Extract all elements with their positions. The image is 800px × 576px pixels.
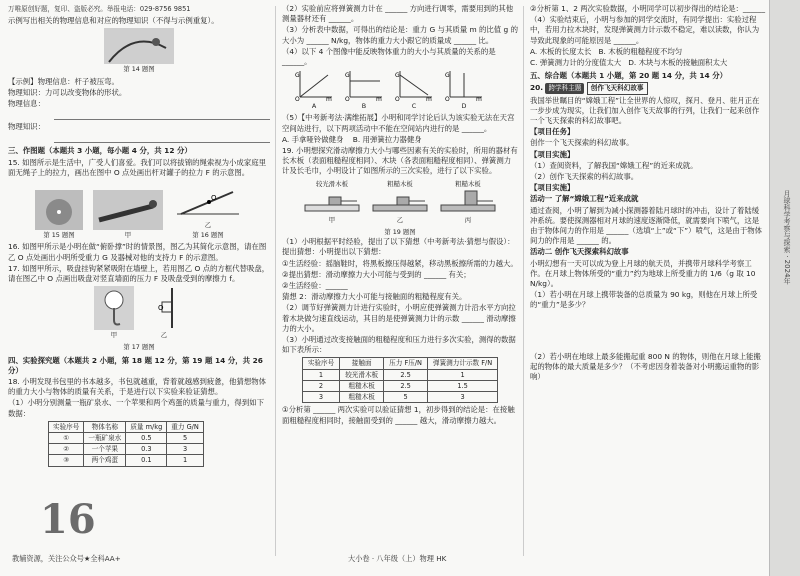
cross-discipline-tag: 跨学科主题 — [545, 83, 584, 93]
svg-text:O: O — [445, 96, 450, 102]
plan-heading: 【项目实施】 — [530, 149, 575, 159]
table-row — [302, 392, 497, 403]
side-strip — [769, 0, 800, 576]
figure-part: 甲 — [328, 215, 336, 224]
q20-1: （1）若小明在月球上携带装备的总质量为 90 kg，则他在月球上所受的“重力”是多少？ — [530, 290, 758, 310]
svg-text:O: O — [345, 96, 350, 102]
q19-4: （4）实验结束后，小明与参加的同学交流时，有同学提出：实验过程中，若用力拉木块时，发现弹簧测力计示数不稳定，难以读数，你认为导致此现象的可能原因是 ______。 — [530, 15, 760, 45]
table-header: 实验序号 — [302, 358, 339, 369]
example-tag: 【示例】 — [8, 76, 38, 86]
svg-text:O: O — [295, 96, 300, 102]
label-yi: 乙 — [204, 221, 212, 230]
question-16: 16. 如图甲所示是小明在做“俯卧撑”时的情景图，图乙为其简化示意图，请在图乙 O 点处画出小明所受重力 G 及器械对他的支持力 F 的示意图。 — [8, 242, 267, 262]
table-cell: 1.5 — [427, 380, 497, 391]
graph-label: A — [311, 102, 317, 111]
page-number: 16 — [40, 496, 96, 543]
option-b[interactable]: B. 用弹簧拉力器健身 — [352, 134, 422, 144]
graph-options — [294, 69, 518, 111]
table-cell: 两个鸡蛋 — [84, 455, 126, 466]
q20-intro: 我国举世瞩目的“嫦娥工程”让全世界的人惊叹，探月、登月、驻月正在一步步成为现实，让我们加入创作飞天故事的行列，让我们一起来创作一个飞天探索的科幻故事吧。 — [530, 95, 760, 126]
q20-title: 创作飞天科幻故事 — [587, 82, 648, 94]
q19-analysis: ①分析第 ______ 两次实验可以验证猜想 1，初步得到的结论是：在接触面粗糙程度相同时，接触面受到的 ______ 越大，滑动摩擦力越大。 — [282, 405, 515, 425]
svg-text:m: m — [426, 96, 432, 102]
task-heading: 【项目任务】 — [530, 127, 575, 137]
table-header: 实验序号 — [49, 421, 84, 432]
table-row — [49, 433, 204, 444]
figure-caption: 第 15 题图 — [43, 231, 75, 240]
graph-label: B — [361, 102, 367, 111]
question-19: 19. 小明想探究滑动摩擦力大小与哪些因素有关的实验时，所用的器材有长木板（表面粗糙程度相同）、木块（各表面粗糙程度相同）、弹簧测力计及长毛巾，小明设计了如图所示的三次实验，进行了以下实验。 — [282, 146, 518, 176]
table-cell: 1 — [427, 369, 497, 380]
example-knowledge: 物理知识：力可以改变物体的形状。 — [8, 87, 127, 97]
table-cell: 1 — [167, 455, 204, 466]
intro-text: 示例写出相关的物理信息和对应的物理知识（不得与示例重复）。 — [8, 16, 219, 26]
table-cell: 0.3 — [126, 444, 167, 455]
activity-1-text: 通过查阅，小明了解到为减小探测器着陆月球时的冲击，设计了着陆缓冲系统。要使探测器相对月球的速度逐渐降低，就需要向下喷气，这是由于物体间力的作用是 ______（选填“上”或“下”）喷气，这是由于物体间力的作用是 ______ 的。 — [530, 205, 762, 246]
plan-2: （2）创作飞天探索的科幻故事。 — [530, 172, 639, 182]
svg-text:m: m — [376, 96, 382, 102]
q18-5: （5）【中考新考法·满维拓展】小明和同学讨论后认为该实验无法在天宫空间站进行，以下两项活动中不能在空间站内进行的是 ______。 — [282, 113, 515, 133]
section-3-heading: 三、作图题（本题共 3 小题，每小题 4 分，共 12 分） — [8, 146, 192, 156]
q18-4: （4）以下 4 个图像中能反映物体重力的大小与其质量的关系的是 ______。 — [282, 46, 496, 67]
option-b[interactable]: B. 木板的粗糙程度不均匀 — [598, 46, 683, 56]
q18-3: （3）分析表中数据，可得出的结论是：重力 G 与其质量 m 的比值 g 的大小为 ______ N/kg，物体的重力大小跟它的质量成 ______ 比。 — [282, 25, 518, 45]
figure-label: 粗糙木板 — [455, 179, 481, 188]
example-info: 物理信息：杆子被压弯。 — [37, 76, 119, 86]
table-cell: 2 — [302, 380, 339, 391]
table-cell: ③ — [49, 455, 84, 466]
figure-14 — [8, 28, 270, 74]
table-cell: ① — [49, 433, 84, 444]
friction-table — [302, 357, 498, 403]
svg-text:G: G — [295, 72, 300, 80]
figure-caption: 第 16 题图 — [192, 231, 224, 240]
mass-weight-table — [48, 421, 204, 467]
table-header: 物体名称 — [84, 421, 126, 432]
column-right: ②分析第 1、2 两次实验数据，小明同学可以初步得出的结论是：______ （4）实验结束后，小明与参加的同学交流时，有同学提出：实验过程中，若用力拉木块时，发现弹簧测力计示数不稳定，难以读数，你认为导致此现象的可能原因是 ______。 A. 木板的长度太长 B. 木板的粗糙程度不均匀 C. 弹簧测力计的分度值太大 D. 木块与木板的接触面积太大 五、综合题（本题共 1 小题，第 20 题 14 分，共 14 分） 20. 跨学科主题 创作飞天科幻故事 我国举世瞩目的“嫦娥工程”让全世界的人惊叹，探月、登月、驻月正在一步步成为现实，让我们加入创作飞天故事的行列，让我们一起来创作一个飞天探索的科幻故事吧。 【项目任务】 创作一个飞天探索的科幻故事。 【项目实施】 （1）查阅资料，了解我国“嫦娥工程”的近来成就。 （2）创作飞天探索的科幻故事。 【项目实施】 活动一 了解“嫦娥工程”近来成就 通过查阅，小明了解到为减小探测器着陆月球时的冲击，设计了着陆缓冲系统。要使探测器相对月球的速度逐渐降低，就需要向下喷气，这是由于物体间力的作用是 ______（选填“上”或“下”）喷气，这是由于物体间力的作用是 ______ 的。 活动二 创作飞天探索科幻故事 小明幻想有一天可以成为登上月球的航天员，并携带月球科学考察工作。在月球上物体所受的“重力”约为地球上所受重力的 1/6（g 取 10 N/kg）。 （1）若小明在月球上携带装备的总质量为 90 kg，则他在月球上所受的“重力”是多少？ （2）若小明在地球上最多能搬起重 800 N 的物体，则他在月球上能搬起的物体的最大质量是多少？（不考虑因身着装备对小明搬运重物的影响） — [530, 4, 766, 382]
friction-setup-yi — [371, 189, 429, 215]
table-cell: ② — [49, 444, 84, 455]
column-middle — [282, 4, 518, 427]
table-cell: 0.1 — [126, 455, 167, 466]
figure-caption: 第 14 题图 — [123, 65, 155, 74]
figure-part: 丙 — [464, 215, 472, 224]
figure-caption: 第 17 题图 — [123, 343, 155, 352]
graph-option-d[interactable] — [444, 69, 484, 111]
figures-15-16 — [8, 180, 270, 240]
side-strip-text: 月球科学考察与探索 · 2024年 — [783, 190, 791, 285]
task-text: 创作一个飞天探索的科幻故事。 — [530, 138, 634, 148]
pushup-photo — [93, 190, 163, 230]
answer-space[interactable] — [530, 312, 766, 352]
header-line: 万唯原创好题，复印、盗版必究。举报电话：029-8756 9851 — [8, 5, 191, 13]
jar-photo — [35, 190, 83, 230]
question-17: 17. 如图甲所示，吸盘挂钩紧紧吸附在墙壁上，若用图乙 O 点的方框代替吸盘，请在图乙中 O 点画出吸盘对竖直墙面的压力 F 及吸盘受到的摩擦力 f。 — [8, 263, 270, 284]
table-row — [49, 455, 204, 466]
table-cell: 粗糙木板 — [340, 392, 384, 403]
table-row — [49, 444, 204, 455]
table-header: 压力 F压/N — [384, 358, 428, 369]
table-cell: 一瓶矿泉水 — [84, 433, 126, 444]
q19-2: （2）调节好弹簧测力计进行实验时，小明应使弹簧测力计沿水平方向拉着木块做匀速直线运动，其目的是使弹簧测力计的示数 ______ 滑动摩擦力的大小。 — [282, 303, 516, 333]
column-divider — [523, 6, 524, 556]
q19-1: （1）小明根据平时经验，提出了以下猜想（中考新考法·猜想与假设）：提出猜想：小明提出以下猜想： — [282, 237, 515, 257]
friction-setup-jia — [303, 189, 361, 215]
q19-guess2: 猜想 2：滑动摩擦力大小可能与接触面的粗糙程度有关。 — [282, 292, 467, 302]
graph-label: C — [411, 102, 417, 111]
pole-vault-illustration — [104, 28, 174, 64]
figure-part: 乙 — [396, 215, 404, 224]
svg-text:G: G — [395, 72, 400, 80]
q19-exp2: ②生活经验：______ — [282, 281, 348, 291]
table-cell: 2.5 — [384, 380, 428, 391]
svg-text:O: O — [211, 194, 217, 203]
q19-exp1: ①生活经验：摇脑鞋时，将黑板擦压得越紧，移动黑板擦所需的力越大。 — [282, 258, 518, 268]
pushup-diagram — [173, 180, 243, 220]
info-label: 物理信息： — [8, 99, 45, 109]
option-a[interactable]: A. 木板的长度太长 — [530, 46, 592, 56]
svg-text:m: m — [326, 96, 332, 102]
figure-19 — [282, 179, 518, 225]
question-15: 15. 如图所示是生活中，广受人们喜爱。我们可以将拔锦的绳索视为小成家庭里面无绳子上的拉力，画出在图中 O 点处画出杆对罐子的拉力 F 的示意图。 — [8, 157, 266, 177]
figure-caption: 第 19 题图 — [384, 228, 416, 237]
figure-label: 较光滑木板 — [316, 179, 348, 188]
table-cell: 5 — [384, 392, 428, 403]
activity-2-text: 小明幻想有一天可以成为登上月球的航天员，并携带月球科学考察工作。在月球上物体所受的“重力”约为地球上所受重力的 1/6（g 取 10 N/kg）。 — [530, 258, 756, 289]
label-jia: 甲 — [124, 231, 132, 240]
table-cell: 一个苹果 — [84, 444, 126, 455]
table-cell: 2.5 — [384, 369, 428, 380]
label-yi: 乙 — [160, 331, 168, 340]
q19-guess1: ②提出猜想：滑动摩擦力大小可能与受到的 ______ 有关； — [282, 269, 471, 279]
plan-1: （1）查阅资料，了解我国“嫦娥工程”的近来成就。 — [530, 160, 698, 170]
table-row — [302, 380, 497, 391]
section-5-heading: 五、综合题（本题共 1 小题，第 20 题 14 分，共 14 分） — [530, 71, 728, 81]
suction-hook-photo — [94, 286, 134, 330]
table-header: 弹簧测力计示数 F/N — [427, 358, 497, 369]
footer-middle: 大小卷 · 八年级（上）物理 HK — [348, 554, 447, 563]
option-c[interactable]: C. 弹簧测力计的分度值太大 — [530, 58, 622, 68]
graph-option-c[interactable] — [394, 69, 434, 111]
friction-setup-bing — [439, 189, 497, 215]
question-18: 18. 小明发现书包里的书本越多，书包就越重，背着就越感到疲惫，他猜想物体的重力大小与物体的质量有关系，于是进行以下实验来验证猜想。 — [8, 377, 266, 397]
table-cell: 5 — [167, 433, 204, 444]
figure-label: 粗糙木板 — [387, 179, 413, 188]
table-header: 重力 G/N — [167, 421, 204, 432]
table-cell: 3 — [427, 392, 497, 403]
svg-text:O: O — [395, 96, 400, 102]
question-18-1: （1）小明分别测量一瓶矿泉水、一个苹果和两个鸡蛋的质量与重力，得到如下数据： — [8, 398, 264, 418]
answer-line[interactable] — [54, 133, 270, 143]
q19-3: （3）小明通过改变接触面的粗糙程度和压力进行多次实验，测得的数据如下表所示： — [282, 335, 516, 355]
table-header: 接触面 — [340, 358, 384, 369]
table-row — [302, 369, 497, 380]
svg-text:m: m — [476, 96, 482, 102]
svg-text:G: G — [445, 72, 450, 80]
answer-line[interactable] — [54, 110, 270, 120]
knowledge-label: 物理知识： — [8, 122, 45, 132]
q19-analysis-2: ②分析第 1、2 两次实验数据，小明同学可以初步得出的结论是：______ — [530, 4, 766, 13]
graph-option-b[interactable] — [344, 69, 384, 111]
table-cell: 1 — [302, 369, 339, 380]
footer-left: 教辅资源，关注公众号★全科AA+ — [12, 554, 121, 563]
column-left — [8, 4, 270, 469]
table-header: 质量 m/kg — [126, 421, 167, 432]
label-jia: 甲 — [110, 331, 118, 340]
option-d[interactable]: D. 木块与木板的接触面积太大 — [628, 58, 728, 68]
option-a[interactable]: A. 手拿哑铃做健身 — [282, 134, 344, 144]
table-cell: 3 — [167, 444, 204, 455]
activity-1-heading: 活动一 了解“嫦娥工程”近来成就 — [530, 194, 639, 204]
figure-17 — [8, 286, 270, 340]
section-4-heading: 四、实验探究题（本题共 2 小题，第 18 题 12 分，第 19 题 14 分，共 26 分） — [8, 355, 263, 375]
svg-text:O: O — [158, 304, 164, 313]
column-divider — [275, 6, 276, 556]
svg-text:G: G — [345, 72, 350, 80]
table-cell: 粗糙木板 — [340, 380, 384, 391]
q18-2: （2）实验前应将弹簧测力计在 ______ 方向进行调零，需要用到的其他测量器材还有 ______。 — [282, 4, 514, 24]
table-cell: 3 — [302, 392, 339, 403]
q20-2: （2）若小明在地球上最多能搬起重 800 N 的物体，则他在月球上能搬起的物体的最大质量是多少？（不考虑因身着装备对小明搬运重物的影响） — [530, 351, 761, 382]
activity-2-heading: 活动二 创作飞天探索科幻故事 — [530, 247, 629, 257]
graph-option-a[interactable] — [294, 69, 334, 111]
process-heading: 【项目实施】 — [530, 183, 575, 193]
graph-label: D — [461, 102, 467, 111]
wall-diagram — [144, 286, 184, 330]
table-cell: 较光滑木板 — [340, 369, 384, 380]
table-cell: 0.5 — [126, 433, 167, 444]
